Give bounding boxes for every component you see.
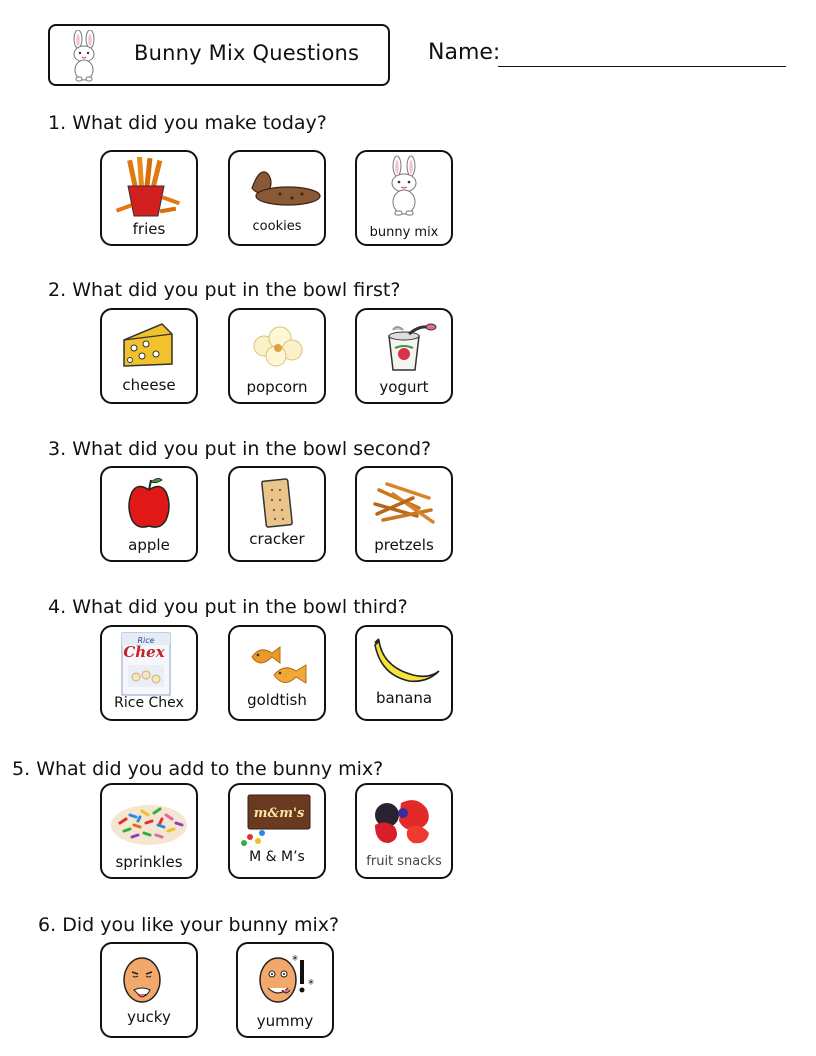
choice-card-apple[interactable] bbox=[100, 466, 198, 562]
question-number: 5. bbox=[12, 758, 31, 780]
page-title: Bunny Mix Questions bbox=[134, 41, 360, 65]
name-field[interactable] bbox=[498, 66, 786, 67]
choice-label: banana bbox=[375, 689, 433, 707]
choice-card-fruit-snacks[interactable] bbox=[355, 783, 453, 879]
choice-label: Rice Chex bbox=[114, 695, 184, 711]
question-6 bbox=[38, 914, 339, 936]
choice-card-banana[interactable] bbox=[355, 625, 453, 721]
choice-label: bunny mix bbox=[369, 225, 439, 240]
question-number: 1. bbox=[48, 112, 67, 134]
choice-label: sprinkles bbox=[115, 853, 183, 871]
choice-label: M & M’s bbox=[249, 849, 305, 865]
question-text: What did you make today? bbox=[72, 112, 327, 134]
question-text: What did you put in the bowl first? bbox=[72, 279, 401, 301]
choice-label: goldtish bbox=[247, 691, 307, 709]
choice-card-cheese[interactable] bbox=[100, 308, 198, 404]
choice-card-cracker[interactable] bbox=[228, 466, 326, 562]
question-text: What did you add to the bunny mix? bbox=[36, 758, 384, 780]
choice-label: apple bbox=[128, 536, 170, 554]
svg-text:*: * bbox=[292, 953, 298, 967]
name-label: Name: bbox=[428, 40, 501, 65]
choice-label: fries bbox=[132, 220, 166, 238]
choice-card-goldfish[interactable] bbox=[228, 625, 326, 721]
choice-card-bunny-mix[interactable] bbox=[355, 150, 453, 246]
choice-label: cracker bbox=[249, 530, 305, 548]
question-number: 3. bbox=[48, 438, 67, 460]
choice-label: yummy bbox=[256, 1012, 314, 1030]
question-4 bbox=[48, 596, 408, 618]
choice-card-cookies[interactable] bbox=[228, 150, 326, 246]
title-box bbox=[48, 24, 390, 86]
choice-card-yummy[interactable] bbox=[236, 942, 334, 1038]
question-text: Did you like your bunny mix? bbox=[62, 914, 340, 936]
choice-card-pretzels[interactable] bbox=[355, 466, 453, 562]
choice-card-rice-chex[interactable] bbox=[100, 625, 198, 721]
choice-label: cookies bbox=[252, 219, 302, 234]
question-number: 2. bbox=[48, 279, 67, 301]
choice-card-sprinkles[interactable] bbox=[100, 783, 198, 879]
choice-label: yucky bbox=[127, 1008, 171, 1026]
choice-label: cheese bbox=[122, 376, 176, 394]
choice-card-popcorn[interactable] bbox=[228, 308, 326, 404]
choice-label: yogurt bbox=[379, 378, 429, 396]
question-3 bbox=[48, 438, 431, 460]
choice-label: pretzels bbox=[374, 536, 434, 554]
question-5 bbox=[12, 758, 383, 780]
bunny-icon bbox=[64, 30, 104, 82]
choice-card-fries[interactable] bbox=[100, 150, 198, 246]
cereal-box-text: Rice bbox=[137, 636, 155, 645]
choice-label: popcorn bbox=[246, 378, 308, 396]
candy-bag-text: m&m's bbox=[253, 806, 305, 821]
question-text: What did you put in the bowl third? bbox=[72, 596, 408, 618]
choice-card-mms[interactable] bbox=[228, 783, 326, 879]
question-number: 4. bbox=[48, 596, 67, 618]
svg-text:*: * bbox=[308, 977, 314, 991]
choice-card-yucky[interactable] bbox=[100, 942, 198, 1038]
cereal-box-text: Chex bbox=[123, 643, 165, 661]
question-text: What did you put in the bowl second? bbox=[72, 438, 432, 460]
question-number: 6. bbox=[38, 914, 57, 936]
choice-label: fruit snacks bbox=[366, 854, 442, 869]
choice-card-yogurt[interactable] bbox=[355, 308, 453, 404]
question-1 bbox=[48, 112, 327, 134]
question-2 bbox=[48, 279, 400, 301]
